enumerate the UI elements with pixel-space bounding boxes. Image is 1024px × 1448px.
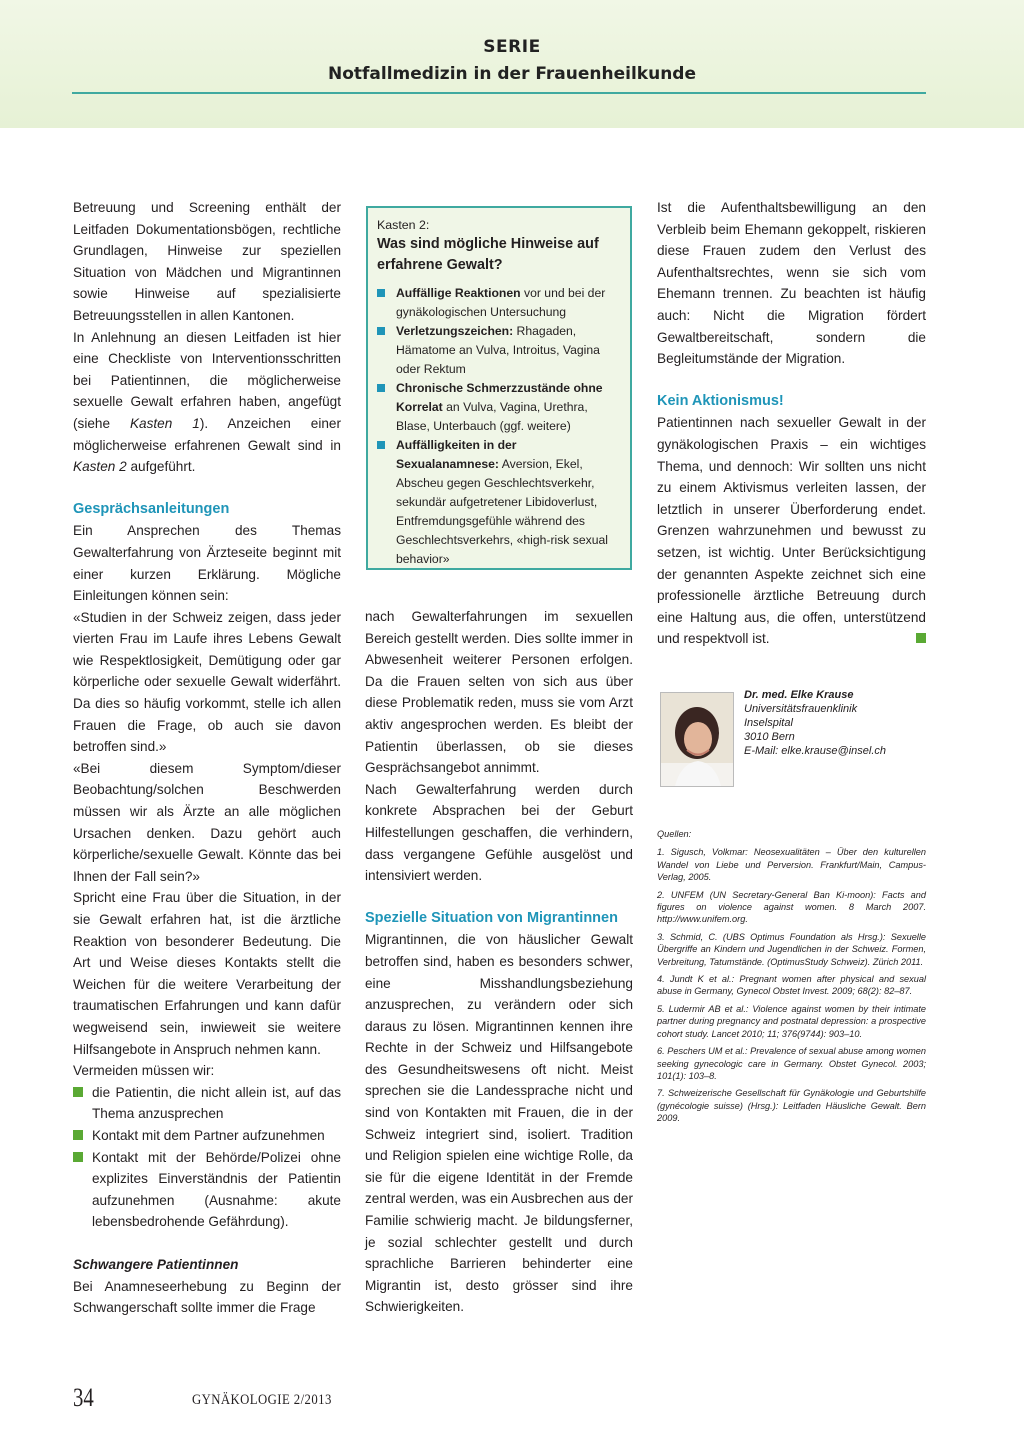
section-heading: Kein Aktionismus! bbox=[657, 392, 784, 409]
reference-item: 7. Schweizerische Gesellschaft für Gynäkologie und Geburtshilfe (gynécologie suisse) (Hrsg.): Leitfaden Häusliche Gewalt. Bern 2009. bbox=[657, 1088, 926, 1124]
box-item-label: Auffällige Reaktionen bbox=[396, 286, 521, 300]
text-run: In Anlehnung an diesen Leitfaden ist hier eine Checkliste von Interventionsschritten bei Patientinnen, die möglicherweise sexuelle Gewalt erfahren haben, angefügt (siehe bbox=[73, 329, 341, 431]
info-box-kasten-2 bbox=[366, 206, 632, 570]
list-item bbox=[73, 1125, 341, 1147]
author-hospital: Inselspital bbox=[744, 717, 793, 729]
author-email[interactable]: E-Mail: elke.krause@insel.ch bbox=[744, 745, 886, 757]
box-kicker: Kasten 2: bbox=[377, 218, 430, 232]
bullet-square-icon bbox=[377, 289, 385, 297]
end-mark-icon bbox=[916, 633, 926, 643]
text-run: Patientinnen nach sexueller Gewalt in der gynäkologischen Praxis – ein wichtiges Thema, und dennoch: Wir sollten uns nicht zu einem Aktivismus verleiten lassen, der letztlich in unserer Überforderung endet. Grenzen wahrzunehmen und bewusst zu setzen, ist wichtig. Unter Berücksichtigung der genannten Aspekte zeichnet sich eine professionelle ärztliche Betreuung durch eine Haltung aus, die offen, unterstützend und respektvoll ist. bbox=[657, 415, 926, 647]
sources-title: Quellen: bbox=[657, 829, 692, 839]
author-clinic: Universitätsfrauenklinik bbox=[744, 703, 858, 715]
author-portrait-icon bbox=[661, 693, 733, 786]
box-item-text: Rhagaden, Hämatome an Vulva, Introitus, Vagina oder Rektum bbox=[396, 324, 600, 376]
box-reference: Kasten 2 bbox=[73, 459, 127, 475]
reference-item: 3. Schmid, C. (UBS Optimus Foundation als Hrsg.): Sexuelle Übergriffe an Kindern und Jugendlichen in der Schweiz. Formen, Verbreitung, Tatumstände. (OptimusStudy Schweiz). Zürich 2011. bbox=[657, 931, 926, 967]
box-item-text: vor und bei der gynäkologischen Untersuchung bbox=[396, 286, 606, 319]
reference-item: 4. Jundt K et al.: Pregnant women after physical and sexual abuse in Germany, Gynecol Obstet Invest. 2009; 68(2): 82–87. bbox=[657, 974, 926, 997]
reference-item: 2. UNFEM (UN Secretary-General Ban Ki-moon): Facts and figures on violence against women. 8 March 2007. http://www.unifem.org. bbox=[657, 889, 926, 925]
text-run: aufgeführt. bbox=[126, 459, 196, 475]
paragraph: Ein Ansprechen des Themas Gewalterfahrung von Ärzteseite beginnt mit einer kurzen Erklärung. Mögliche Einleitungen können sein: bbox=[73, 523, 341, 604]
box-list bbox=[377, 284, 621, 569]
box-item-text: an Vulva, Vagina, Urethra, Blase, Unterbauch (ggf. weitere) bbox=[396, 400, 588, 433]
header-divider bbox=[72, 92, 926, 94]
paragraph: Spricht eine Frau über die Situation, in der sie Gewalt erfahren hat, ist die ärztliche Reaktion von besonderer Bedeutung. Die Art und Weise dieses Kontakts stellt die Weichen für die weitere Verarbeitung der traumatischen Erfahrungen und kann dafür wegweisend sein, inwieweit sie weitere Hilfsangebote in Anspruch nehmen kann. bbox=[73, 890, 341, 1057]
bullet-square-icon bbox=[377, 327, 385, 335]
reference-item: 1. Sigusch, Volkmar: Neosexualitäten – Über den kulturellen Wandel von Liebe und Perversion. Frankfurt/Main, Campus-Verlag, 2005. bbox=[657, 847, 926, 883]
box-item-label: Chronische Schmerzzustände ohne Korrelat bbox=[396, 381, 603, 414]
box-item-label: Auffälligkeiten in der Sexualanamnese: bbox=[396, 438, 517, 471]
list-item-text: die Patientin, die nicht allein ist, auf das Thema anzusprechen bbox=[92, 1084, 341, 1122]
author-info bbox=[744, 688, 886, 758]
text-run: ). Anzeichen einer möglicherweise erfahrenen Gewalt sind in bbox=[73, 415, 341, 453]
section-heading: Spezielle Situation von Migrantinnen bbox=[365, 909, 618, 926]
bullet-square-icon bbox=[73, 1087, 83, 1097]
paragraph bbox=[73, 327, 341, 478]
bullet-square-icon bbox=[377, 384, 385, 392]
paragraph: Betreuung und Screening enthält der Leitfaden Dokumentationsbögen, rechtliche Grundlagen, Hinweise zur speziellen Situation von Mädchen und Migrantinnen sowie Hinweise auf spezialisierte Betreuungsstellen in allen Kantonen. bbox=[73, 200, 341, 323]
box-item-text: Aversion, Ekel, Abscheu gegen Geschlechtsverkehr, sekundär aufgetretener Libidoverlust, Entfremdungsgefühle während des Geschlechtsverkehrs, «high-risk sexual behavior» bbox=[396, 457, 609, 566]
author-photo bbox=[660, 692, 734, 787]
column-2 bbox=[365, 606, 633, 1318]
series-label: SERIE bbox=[483, 37, 541, 57]
box-list-item bbox=[377, 436, 621, 569]
list-item-text: Kontakt mit der Behörde/Polizei ohne explizites Einverständnis der Patientin aufzunehmen (Ausnahme: akute lebensbedrohende Gefährdung). bbox=[92, 1149, 341, 1230]
box-list-item bbox=[377, 322, 621, 379]
paragraph: «Studien in der Schweiz zeigen, dass jeder vierten Frau im Laufe ihres Lebens Gewalt wie Respektlosigkeit, Demütigung oder gar körperliche oder sexuelle Gewalt widerfährt. Da dies so häufig vorkommt, stelle ich allen Frauen die Frage, ob auch sie davon betroffen sind.» bbox=[73, 609, 341, 755]
sources bbox=[657, 828, 926, 1130]
reference-item: 6. Peschers UM et al.: Prevalence of sexual abuse among women seeking gynecologic care in Germany. Obstet Gynecol. 2003; 101(1): 103–8. bbox=[657, 1046, 926, 1081]
column-3 bbox=[657, 197, 926, 650]
box-list-item bbox=[377, 284, 621, 322]
journal-name: GYNÄKOLOGIE 2/2013 bbox=[192, 1392, 332, 1408]
box-title: Was sind mögliche Hinweise auf erfahrene Gewalt? bbox=[377, 236, 599, 273]
paragraph: Migrantinnen, die von häuslicher Gewalt betroffen sind, haben es besonders schwer, eine Misshandlungsbeziehung anzusprechen, zu verändern oder sich daraus zu lösen. Migrantinnen kennen ihre Rechte in der Schweiz und Hilfsangebote des Gesundheitswesens oft nicht. Meist sprechen sie die Landessprache nicht und sind von Kontakten mit Frauen, die in der Schweiz integriert sind, isoliert. Tradition und Religion spielen eine wichtige Rolle, da sie für die eigene Identität in der Fremde zentral werden, was ein Ausbrechen aus der Familie schwierig macht. Je bildungsferner, je sozial schlechter gestellt und durch sprachliche Barrieren behinderter eine Migrantin ist, desto grösser sind ihre Schwierigkeiten. bbox=[365, 932, 633, 1315]
list-item-text: Kontakt mit dem Partner aufzunehmen bbox=[92, 1127, 325, 1143]
bullet-square-icon bbox=[377, 441, 385, 449]
paragraph: Ist die Aufenthaltsbewilligung an den Verbleib beim Ehemann gekoppelt, riskieren diese Frauen zudem den Verlust des Aufenthaltsrechtes, wenn sie sich vom Ehemann trennen. Zu beachten ist häufig auch: Nicht die Migration fördert Gewaltbereitschaft, sondern die Begleitumstände der Migration. bbox=[657, 200, 926, 367]
page-number: 34 bbox=[73, 1383, 94, 1412]
column-1 bbox=[73, 197, 341, 1319]
box-item-label: Verletzungszeichen: bbox=[396, 324, 514, 338]
series-subtitle: Notfallmedizin in der Frauenheilkunde bbox=[328, 64, 696, 84]
paragraph: «Bei diesem Symptom/dieser Beobachtung/solchen Beschwerden müssen wir als Ärzte an alle möglichen Ursachen denken. Dazu gehört auch körperliche/sexuelle Gewalt. Könnte das bei Ihnen der Fall sein?» bbox=[73, 760, 341, 884]
bullet-square-icon bbox=[73, 1130, 83, 1140]
author-city: 3010 Bern bbox=[744, 731, 795, 743]
list-item bbox=[73, 1082, 341, 1125]
box-list-item bbox=[377, 379, 621, 436]
paragraph: nach Gewalterfahrungen im sexuellen Bereich gestellt werden. Dies sollte immer in Abwesenheit weiterer Personen erfolgen. Da die Frauen selten von sich aus über diese Problematik reden, muss sie vom Arzt aktiv angesprochen werden. Es bleibt der Patientin überlassen, ob sie dieses Gesprächsangebot annimmt. bbox=[365, 609, 633, 776]
section-heading: Gesprächsanleitungen bbox=[73, 500, 230, 517]
paragraph: Vermeiden müssen wir: bbox=[73, 1063, 215, 1079]
reference-item: 5. Ludermir AB et al.: Violence against women by their intimate partner during pregnancy and postnatal depression: a prospective cohort study. Lancet 2010; 11; 376(9744): 903–10. bbox=[657, 1003, 926, 1039]
list-item bbox=[73, 1147, 341, 1233]
paragraph: Nach Gewalterfahrung werden durch konkrete Absprachen bei der Geburt Hilfestellungen geschaffen, die verhindern, dass vergangene Gefühle ausgelöst und intensiviert werden. bbox=[365, 781, 633, 884]
paragraph: Bei Anamneseerhebung zu Beginn der Schwangerschaft sollte immer die Frage bbox=[73, 1278, 341, 1316]
author-name: Dr. med. Elke Krause bbox=[744, 689, 854, 701]
paragraph bbox=[657, 412, 926, 650]
box-reference: Kasten 1 bbox=[129, 415, 200, 431]
subheading: Schwangere Patientinnen bbox=[73, 1256, 239, 1272]
avoid-list bbox=[73, 1082, 341, 1233]
bullet-square-icon bbox=[73, 1152, 83, 1162]
